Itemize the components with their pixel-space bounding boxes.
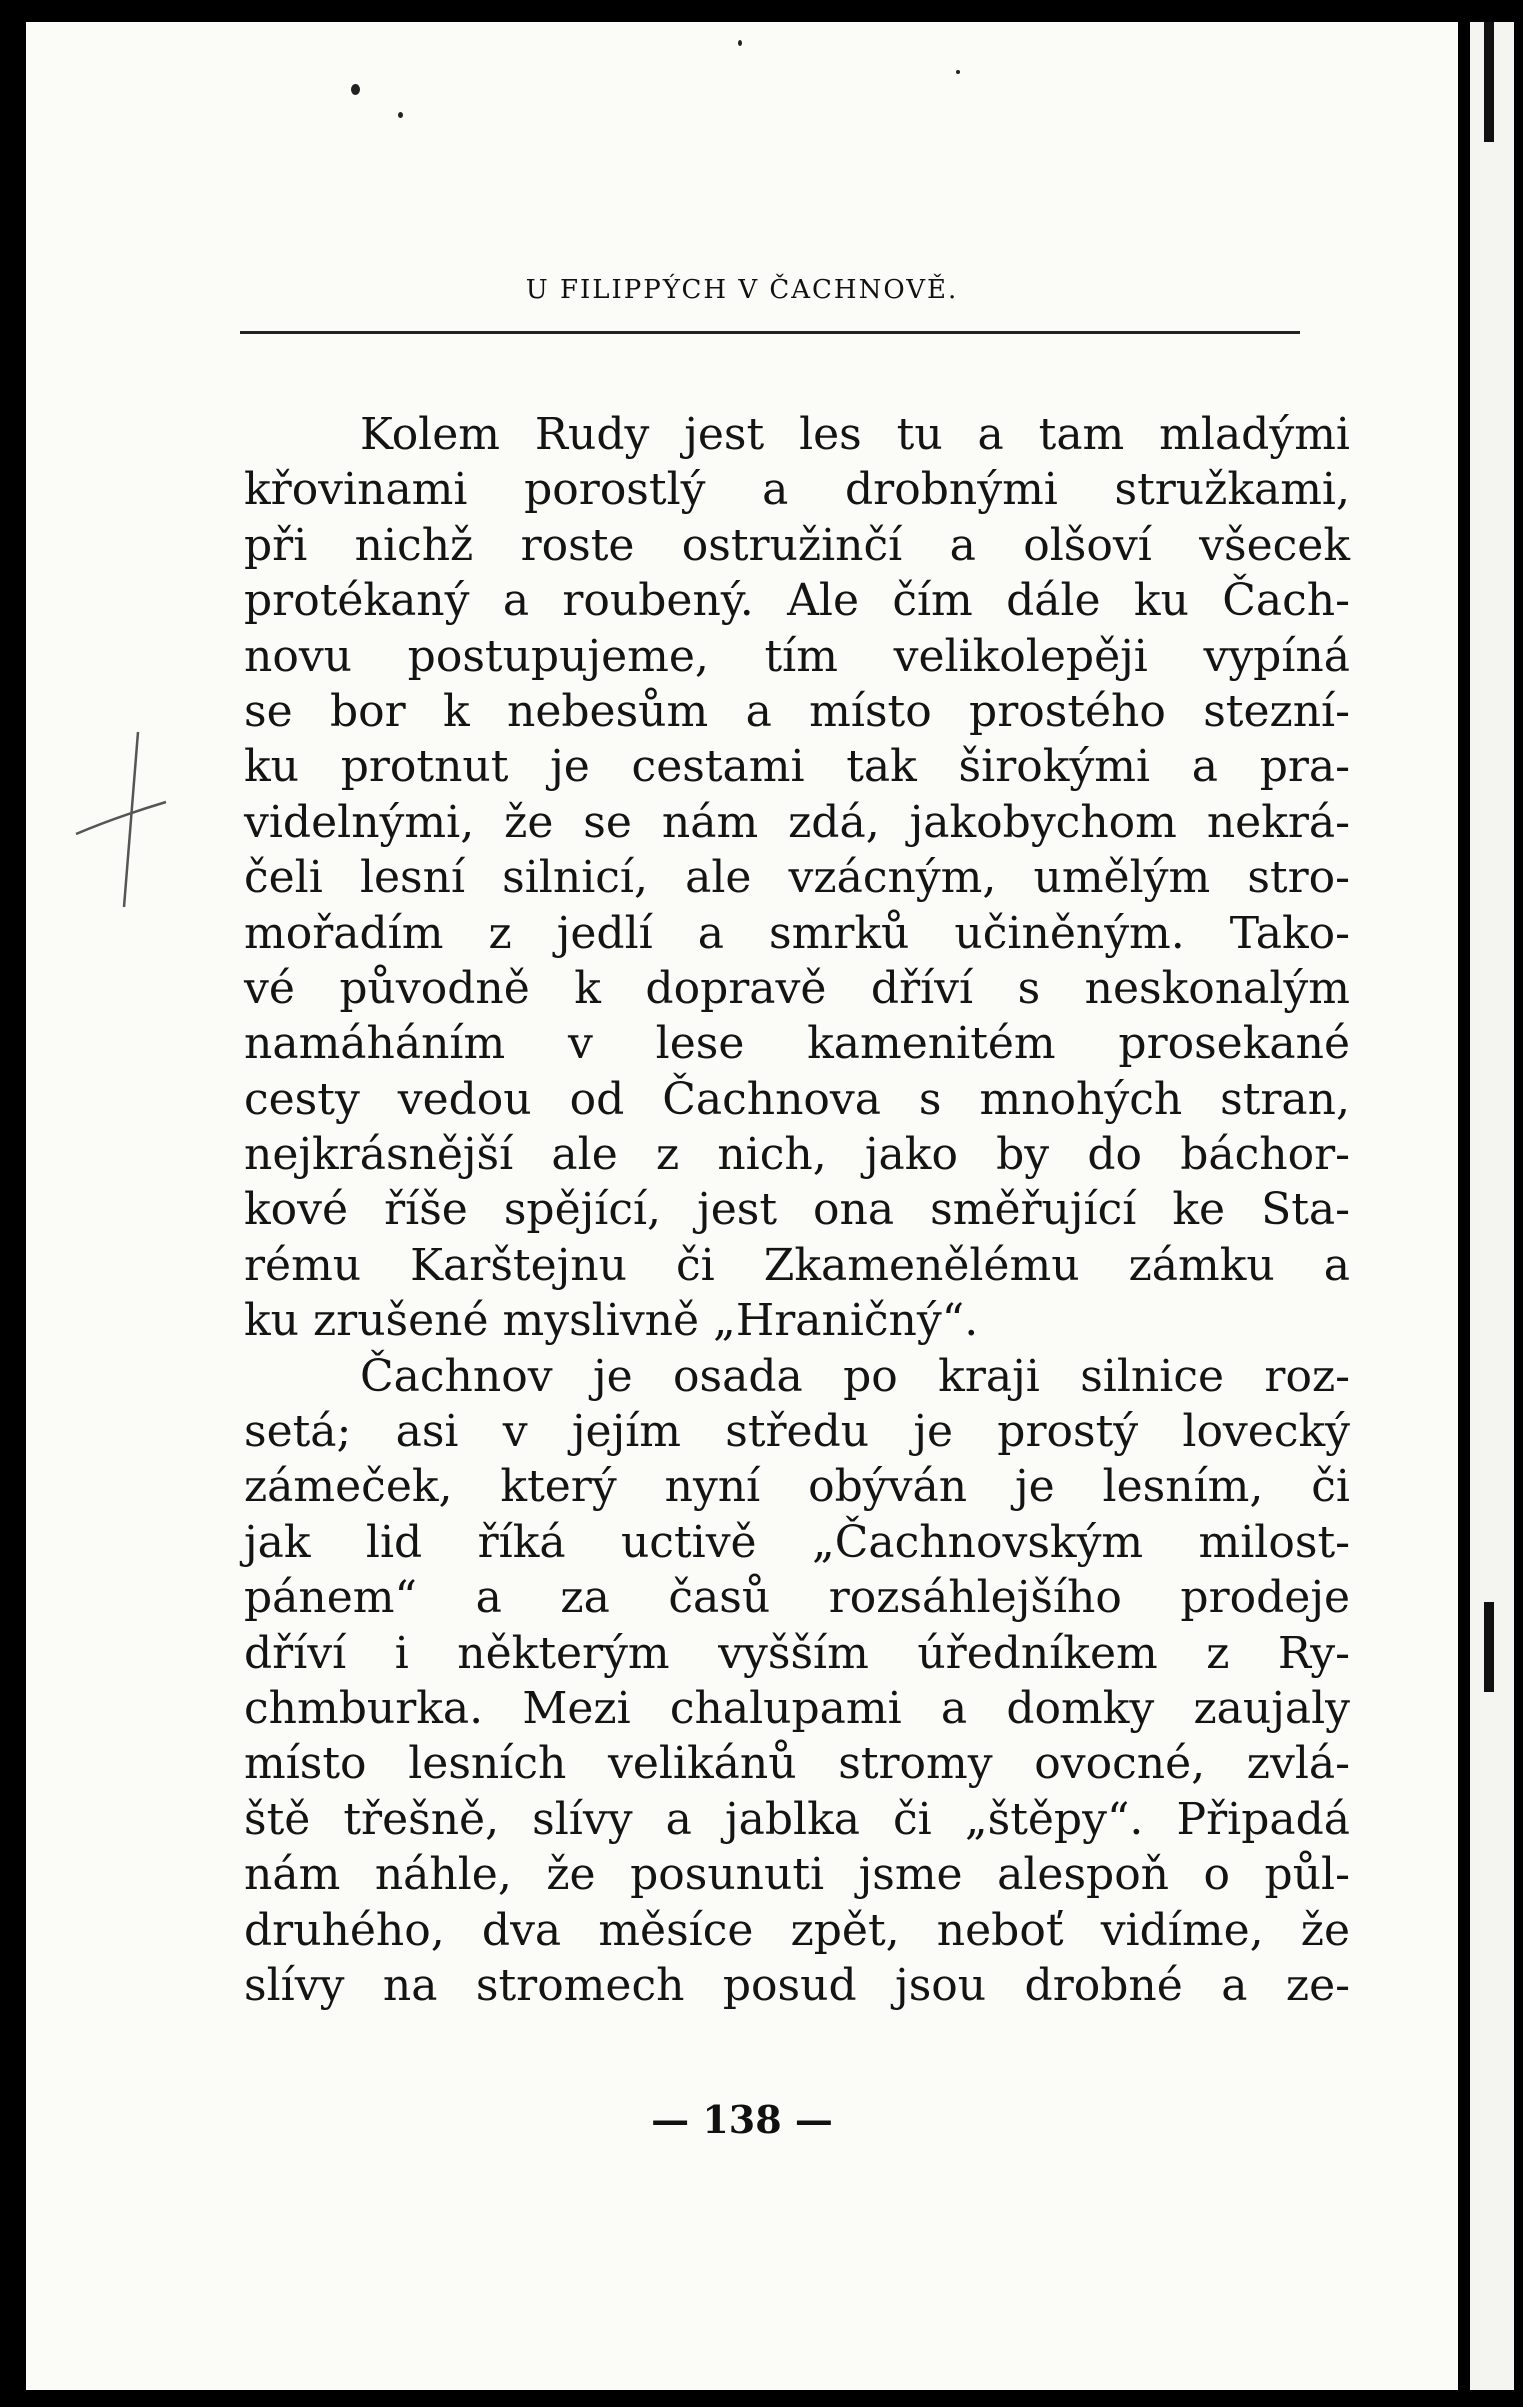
text-line: Čachnov je osada po kraji silnice roz- bbox=[360, 1350, 1350, 1402]
print-speck bbox=[351, 84, 360, 95]
page-number: — 138 — bbox=[651, 2097, 833, 2142]
text-line: místo lesních velikánů stromy ovocné, zvlá- bbox=[244, 1738, 1350, 1790]
text-line: vé původně k dopravě dříví s neskonalým bbox=[244, 962, 1350, 1014]
text-line: křovinami porostlý a drobnými stružkami, bbox=[244, 464, 1350, 516]
print-speck bbox=[738, 40, 742, 46]
adjacent-page-edge bbox=[1470, 22, 1514, 2390]
header-rule bbox=[240, 331, 1300, 334]
text-line: novu postupujeme, tím velikolepěji vypíná bbox=[244, 630, 1350, 682]
text-line: při nichž roste ostružinčí a olšoví všecek bbox=[244, 519, 1350, 571]
print-speck bbox=[956, 70, 960, 74]
text-line: jak lid říká uctivě „Čachnovským milost- bbox=[244, 1516, 1350, 1568]
text-line: se bor k nebesům a místo prostého stezní- bbox=[244, 685, 1350, 737]
text-line: nejkrásnější ale z nich, jako by do báchor- bbox=[244, 1129, 1350, 1181]
text-line: ku zrušené myslivně „Hraničný“. bbox=[244, 1295, 979, 1347]
text-line: ku protnut je cestami tak širokými a pra- bbox=[244, 741, 1350, 793]
text-line: čeli lesní silnicí, ale vzácným, umělým stro- bbox=[244, 852, 1350, 904]
text-line: slívy na stromech posud jsou drobné a ze- bbox=[244, 1959, 1350, 2011]
body-text bbox=[244, 407, 1350, 2013]
text-line: druhého, dva měsíce zpět, neboť vidíme, že bbox=[244, 1904, 1350, 1956]
text-line: protékaný a roubený. Ale čím dále ku Čach- bbox=[244, 575, 1350, 627]
running-header: U FILIPPÝCH V ČACHNOVĚ. bbox=[525, 275, 959, 305]
text-line: setá; asi v jejím středu je prostý lovecký bbox=[244, 1406, 1350, 1458]
text-line: zámeček, který nyní obýván je lesním, či bbox=[244, 1461, 1350, 1513]
pencil-margin-mark bbox=[66, 722, 176, 922]
text-line: mořadím z jedlí a smrků učiněným. Tako- bbox=[244, 907, 1350, 959]
text-line: cesty vedou od Čachnova s mnohých stran, bbox=[244, 1073, 1350, 1125]
text-line: Kolem Rudy jest les tu a tam mladými bbox=[360, 409, 1350, 460]
text-line: dříví i některým vyšším úředníkem z Ry- bbox=[244, 1627, 1350, 1679]
text-line: videlnými, že se nám zdá, jakobychom nekrá- bbox=[244, 796, 1350, 848]
text-line: nám náhle, že posunuti jsme alespoň o půl- bbox=[244, 1849, 1350, 1901]
text-line: rému Karštejnu či Zkamenělému zámku a bbox=[244, 1239, 1350, 1291]
text-line: ště třešně, slívy a jablka či „štěpy“. Připadá bbox=[244, 1793, 1350, 1845]
print-speck bbox=[398, 112, 403, 118]
edge-mark bbox=[1484, 1602, 1494, 1692]
text-line: namáháním v lese kamenitém prosekané bbox=[244, 1018, 1350, 1070]
edge-mark bbox=[1484, 22, 1494, 142]
text-line: kové říše spějící, jest ona směřující ke Sta- bbox=[244, 1184, 1350, 1236]
book-page bbox=[26, 22, 1458, 2390]
text-line: pánem“ a za časů rozsáhlejšího prodeje bbox=[244, 1572, 1350, 1624]
text-line: chmburka. Mezi chalupami a domky zaujaly bbox=[244, 1682, 1350, 1734]
